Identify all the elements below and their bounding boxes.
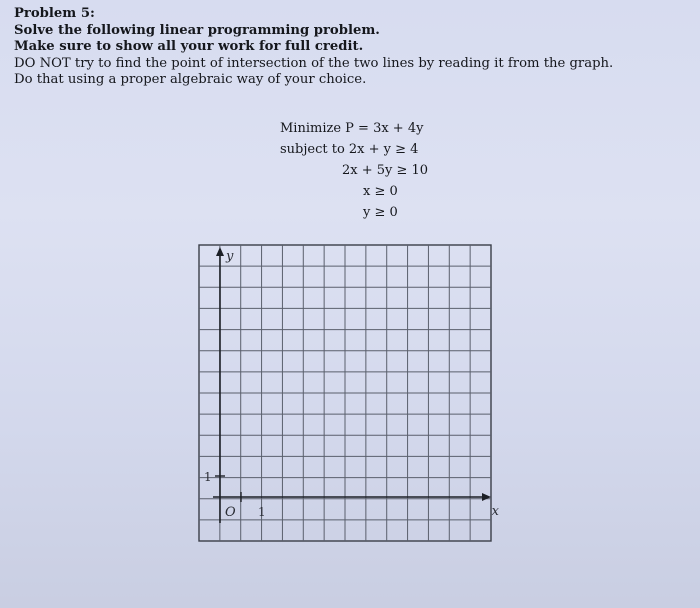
lp-formulation xyxy=(280,118,480,223)
instruction-line-1: Solve the following linear programming problem. xyxy=(14,22,380,38)
constraint-4: y ≥ 0 xyxy=(363,205,398,220)
y-tick-label: 1 xyxy=(204,470,212,484)
objective-function: Minimize P = 3x + 4y xyxy=(280,121,424,136)
problem-title: Problem 5: xyxy=(14,6,95,21)
instruction-line-3: DO NOT try to find the point of intersection of the two lines by reading it from the graph. xyxy=(14,55,614,71)
instruction-line-4: Do that using a proper algebraic way of your choice. xyxy=(14,72,367,88)
problem-instructions xyxy=(14,6,654,89)
graph-grid xyxy=(199,245,499,541)
constraint-2: 2x + 5y ≥ 10 xyxy=(342,163,429,178)
x-axis-label: x xyxy=(491,504,499,519)
x-axis-arrow xyxy=(482,493,491,501)
y-axis-arrow xyxy=(216,247,224,256)
instruction-line-2: Make sure to show all your work for full credit. xyxy=(14,39,364,55)
x-tick-label: 1 xyxy=(258,505,266,519)
origin-label: O xyxy=(225,505,236,520)
graph-paper xyxy=(199,245,499,541)
y-axis-label: y xyxy=(226,249,234,264)
constraint-3: x ≥ 0 xyxy=(363,184,398,199)
constraint-1: subject to 2x + y ≥ 4 xyxy=(280,142,419,157)
